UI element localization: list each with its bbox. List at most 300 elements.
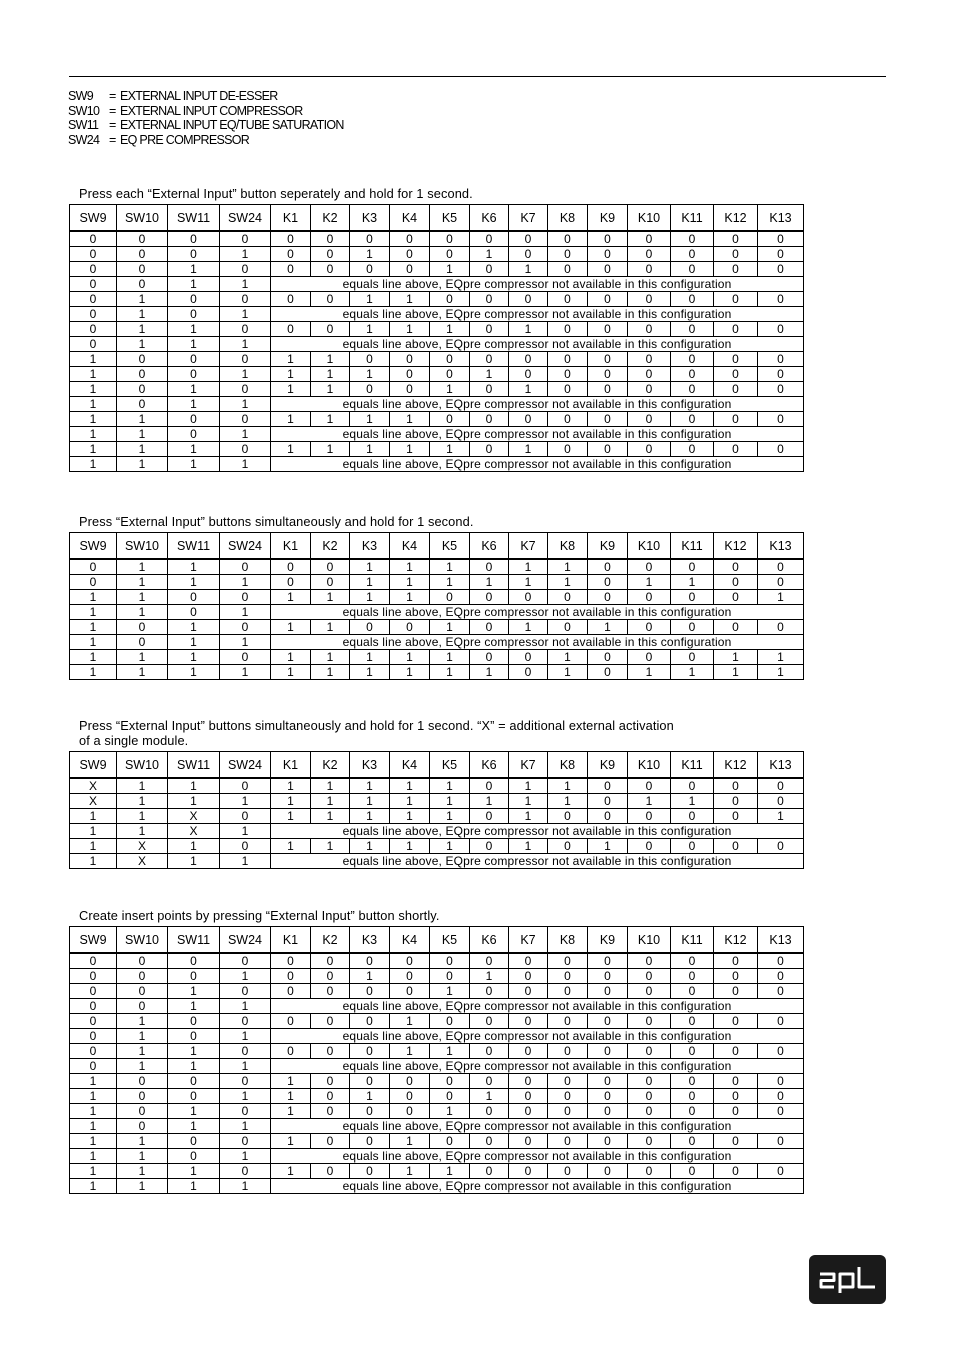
table-cell: 1 (271, 794, 311, 809)
table-cell: 1 (70, 1119, 117, 1134)
table-cell: 1 (117, 292, 168, 307)
table-cell: 1 (271, 1104, 311, 1119)
table-cell: 0 (470, 953, 509, 969)
table-cell: 0 (671, 984, 714, 999)
table-cell: 0 (117, 367, 168, 382)
table-cell: 0 (70, 999, 117, 1014)
table-cell: 1 (350, 809, 390, 824)
table-cell: 0 (117, 1104, 168, 1119)
table-row (70, 824, 804, 839)
table-cell: 0 (117, 397, 168, 412)
table-cell: 1 (220, 457, 271, 472)
table-cell: 0 (470, 559, 509, 575)
table-cell: 0 (628, 412, 671, 427)
table-cell: 1 (390, 412, 430, 427)
table-row (70, 442, 804, 457)
table-row (70, 427, 804, 442)
table-cell: 0 (671, 1134, 714, 1149)
table-cell: 1 (430, 1104, 470, 1119)
table-cell: 1 (271, 1074, 311, 1089)
header-row (70, 927, 804, 954)
table-row (70, 1044, 804, 1059)
table-row (70, 307, 804, 322)
table-cell: 1 (311, 620, 350, 635)
table-cell: X (168, 824, 220, 839)
table-cell: 0 (628, 1014, 671, 1029)
table-cell: 0 (671, 1044, 714, 1059)
table-cell: 0 (350, 1014, 390, 1029)
table-cell: 1 (271, 778, 311, 794)
table-cell: 1 (168, 457, 220, 472)
table-cell: 1 (117, 442, 168, 457)
table-cell: 0 (671, 352, 714, 367)
column-header-sw9: SW9 (70, 205, 117, 232)
legend-equals: = (109, 89, 116, 103)
table-cell: 0 (470, 382, 509, 397)
section-simultaneous-press (69, 514, 803, 680)
table-cell: 0 (628, 953, 671, 969)
table-cell: 0 (758, 1104, 804, 1119)
table-cell: 0 (509, 231, 548, 247)
table-cell: 1 (628, 575, 671, 590)
table-cell: 1 (509, 620, 548, 635)
table-row (70, 1164, 804, 1179)
table-cell: 0 (671, 1089, 714, 1104)
section-additional-activation (69, 718, 803, 869)
table-cell: 1 (390, 442, 430, 457)
table-cell: 0 (390, 984, 430, 999)
table-cell: 0 (588, 442, 628, 457)
table-cell: 0 (758, 794, 804, 809)
table-cell: 0 (470, 292, 509, 307)
table-cell: 0 (117, 1074, 168, 1089)
table-cell: 1 (220, 1119, 271, 1134)
table-cell: 0 (390, 1089, 430, 1104)
table-cell: 1 (70, 650, 117, 665)
caption-line: Press “External Input” buttons simultaneously and hold for 1 second. “X” = additional external activation (79, 718, 674, 733)
table-cell: 1 (714, 650, 758, 665)
table-row (70, 620, 804, 635)
table-cell: 1 (117, 322, 168, 337)
section-caption (79, 718, 803, 748)
table-cell: 1 (168, 1059, 220, 1074)
table-cell: 0 (271, 969, 311, 984)
table-cell: 0 (671, 412, 714, 427)
column-header-sw9: SW9 (70, 533, 117, 560)
table-cell: 0 (220, 442, 271, 457)
table-cell: 0 (470, 590, 509, 605)
table-cell: 1 (350, 559, 390, 575)
table-cell: 1 (220, 1149, 271, 1164)
config-table (69, 926, 804, 1194)
table-cell: 0 (390, 969, 430, 984)
table-cell: 0 (588, 1104, 628, 1119)
table-cell: 1 (168, 397, 220, 412)
table-cell: 1 (758, 650, 804, 665)
table-cell: 1 (70, 665, 117, 680)
table-cell: 0 (671, 292, 714, 307)
table-cell: 1 (390, 1044, 430, 1059)
table-row (70, 231, 804, 247)
table-cell: 1 (70, 442, 117, 457)
table-cell: 0 (509, 1074, 548, 1089)
table-cell: 1 (117, 1149, 168, 1164)
table-row (70, 854, 804, 869)
table-cell: 0 (70, 262, 117, 277)
table-cell: 0 (714, 590, 758, 605)
table-row (70, 635, 804, 650)
table-cell: 1 (220, 1059, 271, 1074)
table-cell: 0 (390, 620, 430, 635)
config-note: equals line above, EQpre compressor not available in this configuration (271, 307, 804, 322)
table-row (70, 1119, 804, 1134)
column-header-k9: K9 (588, 533, 628, 560)
table-cell: 1 (117, 824, 168, 839)
table-cell: 0 (470, 442, 509, 457)
table-cell: 0 (470, 620, 509, 635)
table-cell: 0 (714, 1104, 758, 1119)
table-cell: 1 (350, 575, 390, 590)
caption-line: Create insert points by pressing “External Input” button shortly. (79, 908, 440, 923)
column-header-k9: K9 (588, 927, 628, 954)
table-cell: 1 (220, 427, 271, 442)
table-row (70, 292, 804, 307)
table-cell: 1 (390, 1134, 430, 1149)
table-cell: 1 (430, 442, 470, 457)
table-cell: 1 (509, 778, 548, 794)
table-cell: 0 (220, 1164, 271, 1179)
column-header-k5: K5 (430, 205, 470, 232)
config-note: equals line above, EQpre compressor not available in this configuration (271, 999, 804, 1014)
config-note: equals line above, EQpre compressor not available in this configuration (271, 1149, 804, 1164)
table-cell: 0 (220, 1044, 271, 1059)
table-cell: 0 (220, 262, 271, 277)
table-cell: X (70, 778, 117, 794)
table-cell: X (168, 809, 220, 824)
column-header-k8: K8 (548, 927, 588, 954)
table-cell: 0 (220, 231, 271, 247)
legend-code: SW10 (68, 103, 100, 118)
table-cell: 0 (671, 262, 714, 277)
table-cell: 0 (714, 969, 758, 984)
column-header-k4: K4 (390, 927, 430, 954)
table-cell: 1 (271, 367, 311, 382)
table-cell: 1 (509, 809, 548, 824)
table-cell: 0 (548, 1164, 588, 1179)
table-cell: 0 (714, 778, 758, 794)
column-header-k8: K8 (548, 752, 588, 779)
table-row (70, 650, 804, 665)
table-cell: 1 (220, 635, 271, 650)
table-cell: 0 (220, 778, 271, 794)
table-cell: 0 (117, 262, 168, 277)
table-cell: 0 (758, 352, 804, 367)
table-cell: 1 (671, 575, 714, 590)
column-header-k7: K7 (509, 533, 548, 560)
table-cell: 0 (271, 322, 311, 337)
table-cell: 1 (548, 559, 588, 575)
table-row (70, 1059, 804, 1074)
table-cell: 0 (628, 231, 671, 247)
table-cell: 0 (671, 778, 714, 794)
table-cell: 1 (470, 794, 509, 809)
table-cell: 0 (70, 953, 117, 969)
table-cell: 0 (311, 1164, 350, 1179)
column-header-k3: K3 (350, 927, 390, 954)
table-cell: 0 (714, 322, 758, 337)
column-header-sw11: SW11 (168, 533, 220, 560)
table-cell: 0 (430, 1089, 470, 1104)
column-header-k6: K6 (470, 752, 509, 779)
table-cell: 1 (350, 442, 390, 457)
table-cell: 0 (548, 352, 588, 367)
table-cell: 0 (70, 1044, 117, 1059)
config-table (69, 204, 804, 472)
legend-line (68, 104, 344, 119)
table-cell: 0 (311, 1089, 350, 1104)
table-cell: 1 (470, 969, 509, 984)
table-cell: 0 (548, 412, 588, 427)
table-cell: 0 (588, 322, 628, 337)
table-cell: 0 (509, 367, 548, 382)
table-cell: 1 (311, 352, 350, 367)
table-cell: 0 (588, 412, 628, 427)
column-header-k3: K3 (350, 533, 390, 560)
table-cell: 0 (470, 809, 509, 824)
table-cell: 0 (470, 262, 509, 277)
table-cell: 0 (430, 247, 470, 262)
column-header-sw10: SW10 (117, 533, 168, 560)
table-cell: 1 (271, 650, 311, 665)
legend-description: EXTERNAL INPUT EQ/TUBE SATURATION (120, 118, 344, 132)
table-cell: 0 (548, 442, 588, 457)
table-cell: 0 (168, 969, 220, 984)
table-cell: 1 (117, 665, 168, 680)
table-cell: 0 (70, 292, 117, 307)
table-cell: 0 (588, 984, 628, 999)
section-caption (79, 908, 803, 923)
table-cell: 0 (168, 1089, 220, 1104)
table-cell: 0 (548, 1014, 588, 1029)
config-table (69, 532, 804, 680)
table-cell: 1 (588, 620, 628, 635)
table-cell: 1 (470, 575, 509, 590)
table-cell: 0 (628, 262, 671, 277)
table-cell: 0 (628, 1074, 671, 1089)
table-cell: 0 (390, 1074, 430, 1089)
table-row (70, 809, 804, 824)
table-cell: 1 (430, 575, 470, 590)
caption-line: of a single module. (79, 733, 189, 748)
table-cell: 1 (271, 382, 311, 397)
table-cell: 0 (470, 839, 509, 854)
table-cell: 0 (548, 984, 588, 999)
table-cell: 0 (70, 277, 117, 292)
table-cell: 1 (470, 1089, 509, 1104)
table-cell: 1 (70, 605, 117, 620)
table-cell: 1 (509, 442, 548, 457)
table-cell: 0 (588, 650, 628, 665)
column-header-k10: K10 (628, 927, 671, 954)
table-cell: 0 (168, 367, 220, 382)
table-cell: 0 (470, 778, 509, 794)
table-cell: 1 (271, 352, 311, 367)
table-cell: 0 (588, 575, 628, 590)
table-cell: 1 (70, 457, 117, 472)
table-cell: 0 (350, 1134, 390, 1149)
table-cell: 0 (311, 953, 350, 969)
table-cell: 0 (220, 984, 271, 999)
table-cell: 1 (548, 778, 588, 794)
legend-line (68, 118, 344, 133)
table-cell: 1 (350, 292, 390, 307)
table-cell: 1 (117, 412, 168, 427)
column-header-k12: K12 (714, 533, 758, 560)
table-cell: 0 (671, 953, 714, 969)
table-cell: 0 (628, 292, 671, 307)
table-cell: 1 (168, 262, 220, 277)
table-cell: 0 (470, 984, 509, 999)
table-cell: 1 (271, 620, 311, 635)
table-cell: 0 (671, 1014, 714, 1029)
table-cell: 0 (548, 382, 588, 397)
table-cell: 0 (311, 292, 350, 307)
table-cell: 0 (220, 809, 271, 824)
table-cell: 0 (628, 1134, 671, 1149)
table-cell: 0 (117, 635, 168, 650)
table-cell: 1 (430, 1164, 470, 1179)
table-cell: 1 (168, 999, 220, 1014)
table-cell: 1 (470, 367, 509, 382)
column-header-k11: K11 (671, 533, 714, 560)
table-cell: 0 (548, 590, 588, 605)
table-cell: 0 (430, 1074, 470, 1089)
table-cell: 0 (70, 322, 117, 337)
column-header-k7: K7 (509, 205, 548, 232)
table-cell: 0 (714, 367, 758, 382)
table-cell: 0 (714, 809, 758, 824)
table-row (70, 999, 804, 1014)
table-cell: 0 (758, 412, 804, 427)
table-cell: 1 (430, 620, 470, 635)
table-cell: 0 (671, 382, 714, 397)
table-cell: 1 (509, 262, 548, 277)
table-cell: 0 (271, 1014, 311, 1029)
table-cell: 1 (168, 854, 220, 869)
table-cell: 0 (588, 292, 628, 307)
table-cell: 0 (758, 778, 804, 794)
table-cell: 1 (509, 559, 548, 575)
table-cell: 0 (168, 605, 220, 620)
table-cell: 0 (70, 559, 117, 575)
table-row (70, 953, 804, 969)
table-cell: 0 (671, 969, 714, 984)
table-cell: 0 (311, 969, 350, 984)
table-cell: 1 (117, 457, 168, 472)
table-cell: 0 (588, 590, 628, 605)
table-cell: 0 (350, 1044, 390, 1059)
table-cell: 0 (548, 969, 588, 984)
table-cell: 0 (548, 809, 588, 824)
table-cell: 0 (311, 322, 350, 337)
header-row (70, 205, 804, 232)
table-cell: 1 (390, 794, 430, 809)
column-header-k1: K1 (271, 205, 311, 232)
table-cell: 0 (548, 1089, 588, 1104)
table-cell: 1 (220, 367, 271, 382)
table-cell: 0 (220, 620, 271, 635)
table-cell: 1 (390, 650, 430, 665)
table-cell: 1 (220, 397, 271, 412)
table-cell: 1 (70, 1104, 117, 1119)
table-cell: 1 (168, 984, 220, 999)
column-header-k6: K6 (470, 205, 509, 232)
table-cell: 0 (714, 231, 758, 247)
table-cell: 0 (548, 953, 588, 969)
column-header-k13: K13 (758, 927, 804, 954)
table-cell: 1 (220, 277, 271, 292)
table-cell: 0 (509, 650, 548, 665)
table-cell: 0 (671, 1164, 714, 1179)
table-cell: 1 (509, 575, 548, 590)
table-cell: 0 (117, 231, 168, 247)
table-cell: 0 (758, 559, 804, 575)
config-note: equals line above, EQpre compressor not available in this configuration (271, 397, 804, 412)
table-cell: 0 (758, 839, 804, 854)
column-header-sw24: SW24 (220, 752, 271, 779)
table-cell: 1 (350, 322, 390, 337)
table-cell: 0 (470, 1074, 509, 1089)
config-note: equals line above, EQpre compressor not available in this configuration (271, 1179, 804, 1194)
table-cell: 0 (470, 231, 509, 247)
table-cell: 1 (671, 794, 714, 809)
table-cell: 0 (628, 778, 671, 794)
table-cell: 1 (350, 665, 390, 680)
table-cell: 1 (311, 650, 350, 665)
table-row (70, 337, 804, 352)
table-cell: 1 (390, 559, 430, 575)
table-cell: 0 (588, 665, 628, 680)
table-cell: 0 (70, 231, 117, 247)
table-cell: 1 (168, 382, 220, 397)
table-cell: 1 (70, 367, 117, 382)
table-cell: 0 (390, 953, 430, 969)
table-row (70, 778, 804, 794)
table-cell: 1 (430, 650, 470, 665)
table-cell: 0 (430, 1134, 470, 1149)
table-cell: 0 (671, 559, 714, 575)
config-note: equals line above, EQpre compressor not available in this configuration (271, 457, 804, 472)
column-header-sw24: SW24 (220, 927, 271, 954)
table-cell: 1 (758, 590, 804, 605)
table-cell: 1 (117, 427, 168, 442)
table-cell: 0 (628, 1044, 671, 1059)
table-cell: 1 (350, 778, 390, 794)
table-cell: 1 (430, 559, 470, 575)
table-cell: 1 (220, 854, 271, 869)
table-cell: 0 (311, 984, 350, 999)
table-cell: 0 (714, 247, 758, 262)
legend-line (68, 133, 344, 148)
table-cell: 0 (671, 1104, 714, 1119)
table-cell: 0 (220, 322, 271, 337)
table-cell: 1 (311, 778, 350, 794)
table-cell: 0 (509, 590, 548, 605)
table-cell: 1 (168, 839, 220, 854)
table-cell: 0 (350, 1104, 390, 1119)
table-cell: 1 (70, 590, 117, 605)
table-cell: 0 (430, 412, 470, 427)
